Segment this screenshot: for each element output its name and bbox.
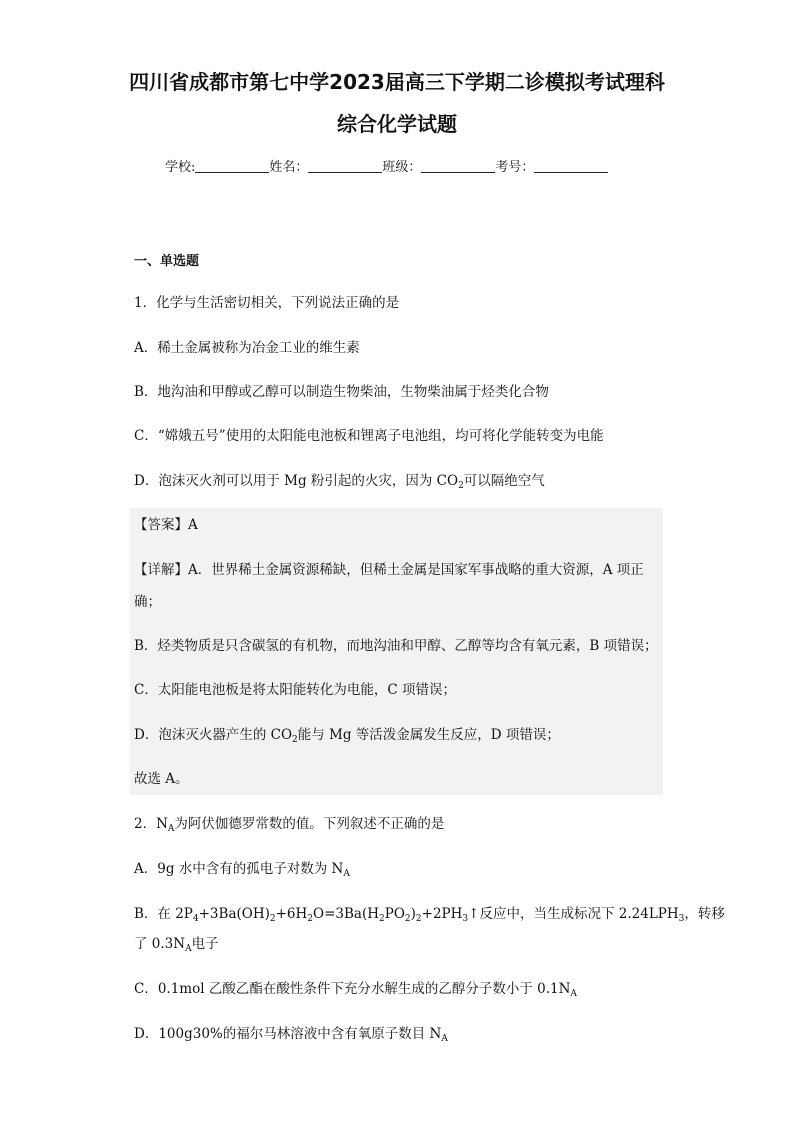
school-label: 学校:	[165, 160, 196, 175]
name-label: 姓名：	[269, 160, 309, 175]
document-title-line-2: 综合化学试题	[337, 112, 457, 136]
detail-line-1: 【详解】A．世界稀土金属资源稀缺，但稀土金属是国家军事战略的重大资源，A 项正	[134, 562, 644, 578]
question-1-option-a: A．稀土金属被称为冶金工业的维生素	[134, 340, 360, 356]
name-blank	[308, 158, 382, 173]
detail-option-c: C．太阳能电池板是将太阳能转化为电能，C 项错误；	[134, 682, 456, 698]
exam-number-blank	[534, 158, 608, 173]
question-1-stem: 1．化学与生活密切相关，下列说法正确的是	[134, 295, 400, 311]
document-title-line-1: 四川省成都市第七中学2023届高三下学期二诊模拟考试理科	[129, 70, 665, 94]
question-2-stem: 2．$N_A$为阿伏伽德罗常数的值。下列叙述不正确的是	[134, 816, 445, 834]
class-label: 班级：	[382, 160, 422, 175]
detail-option-d: D．泡沫灭火器产生的 $CO_2$能与 Mg 等活泼金属发生反应，D 项错误；	[134, 727, 560, 745]
question-2-option-a: A．9g 水中含有的孤电子对数为 $N_A$	[134, 861, 350, 879]
question-1-option-c: C．“嫦娥五号”使用的太阳能电池板和锂离子电池组，均可将化学能转变为电能	[134, 428, 604, 444]
question-1-option-b: B．地沟油和甲醇或乙醇可以制造生物柴油，生物柴油属于烃类化合物	[134, 384, 549, 400]
question-1-option-d: D．泡沫灭火剂可以用于 Mg 粉引起的火灾，因为 $CO_2$可以隔绝空气	[134, 473, 545, 491]
question-2-option-b-line-1: B．在 $2P_4+3Ba(OH)_2+6H_2O=3Ba(H_2PO_2)_2+2PH_3↑$反应中，当生成标况下 $2.24LPH_3$，转移	[134, 906, 725, 924]
class-blank	[421, 158, 495, 173]
student-info-line	[165, 158, 608, 178]
question-2-option-b-line-2: 了 $0.3N_A$电子	[134, 936, 219, 954]
detail-line-2: 确；	[134, 594, 161, 610]
answer-label: 【答案】A	[134, 517, 198, 533]
detail-option-b: B．烃类物质是只含碳氢的有机物，而地沟油和甲醇、乙醇等均含有氧元素，B 项错误；	[134, 638, 658, 654]
school-blank	[195, 158, 269, 173]
section-title: 一、单选题	[134, 254, 200, 269]
question-2-option-c: C．0.1mol 乙酸乙酯在酸性条件下充分水解生成的乙醇分子数小于 $0.1N_A$	[134, 981, 577, 999]
exam-number-label: 考号：	[495, 160, 535, 175]
question-2-option-d: D．100g30%的福尔马林溶液中含有氧原子数目 $N_A$	[134, 1026, 448, 1044]
detail-final: 故选 A。	[134, 771, 189, 787]
